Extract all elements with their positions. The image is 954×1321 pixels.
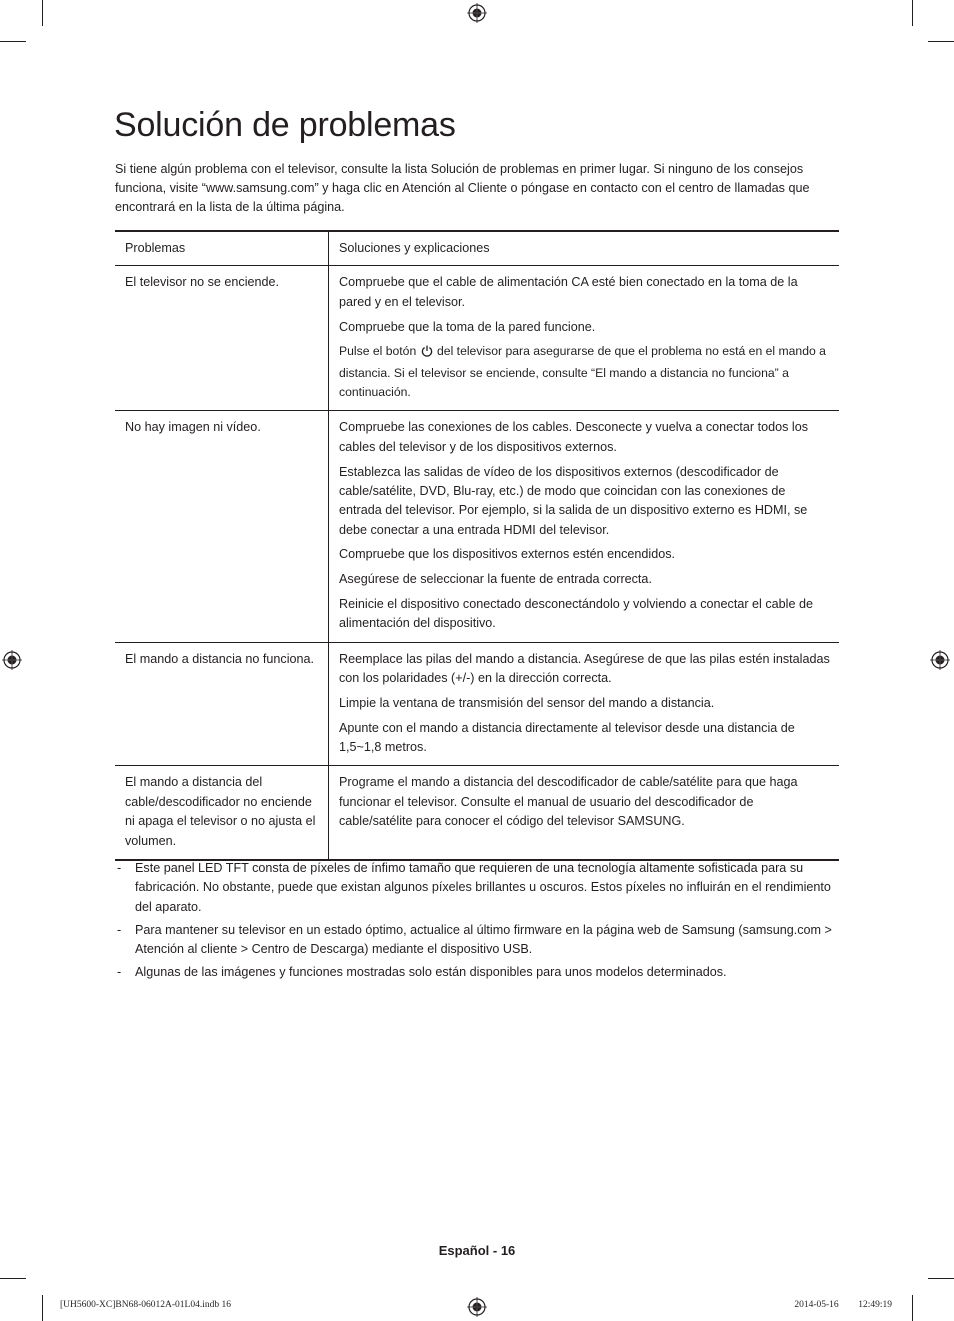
column-header-problems: Problemas xyxy=(115,231,329,266)
registration-mark-icon xyxy=(467,3,487,23)
print-file-info: [UH5600-XC]BN68-06012A-01L04.indb 16 xyxy=(60,1300,231,1310)
solution-text: Reinicie el dispositivo conectado desconectándolo y volviendo a conectar el cable de alimentación del dispositivo. xyxy=(339,596,813,631)
solution-text: Establezca las salidas de vídeo de los dispositivos externos (descodificador de cable/satélite, DVD, Blu-ray, etc.) de modo que coincidan con las conexiones de entrada del televisor. Por ejemplo, si la salida de un dispositivo externo es HDMI, se debe conectar a una entrada HDMI del televisor. xyxy=(339,464,808,537)
note-dash: - xyxy=(117,861,122,875)
solution-text: Programe el mando a distancia del descodificador de cable/satélite para que haga funcionar el televisor. Consulte el manual de usuario del descodificador de cable/satélite para conocer el código del televisor SAMSUNG. xyxy=(339,775,798,829)
crop-mark xyxy=(42,0,43,26)
note-text: Para mantener su televisor en un estado óptimo, actualice al último firmware en la página web de Samsung (samsung.com > Atención al cliente > Centro de Descarga) mediante el dispositivo USB. xyxy=(135,922,832,957)
solutions-cell xyxy=(329,411,840,642)
table-header-row xyxy=(115,231,839,266)
crop-mark xyxy=(928,1278,954,1279)
registration-mark-icon xyxy=(467,1297,487,1317)
note-dash: - xyxy=(117,965,122,980)
table-row xyxy=(115,266,839,411)
notes-list xyxy=(115,859,840,986)
solution-text: Compruebe que el cable de alimentación CA esté bien conectado en la toma de la pared y en el televisor. xyxy=(339,275,798,309)
solution-text-part: Pulse el botón xyxy=(339,344,417,359)
solutions-cell xyxy=(329,266,840,411)
page-title: Solución de problemas xyxy=(114,106,456,144)
troubleshooting-table xyxy=(115,230,839,861)
crop-mark xyxy=(42,1295,43,1321)
problem-cell: El mando a distancia del cable/descodificador no enciende ni apaga el televisor o no ajusta el volumen. xyxy=(115,766,329,860)
note-item xyxy=(115,963,840,982)
note-dash: - xyxy=(117,922,122,937)
solutions-cell xyxy=(329,766,840,860)
problem-cell: El mando a distancia no funciona. xyxy=(115,642,329,766)
solution-text: Apunte con el mando a distancia directamente al televisor desde una distancia de 1,5~1,8 metros. xyxy=(339,720,795,754)
problem-cell: No hay imagen ni vídeo. xyxy=(115,411,329,642)
crop-mark xyxy=(912,0,913,26)
table-row xyxy=(115,766,839,860)
solution-text-part: del televisor para asegurarse de que el problema no está en el mando a distancia. Si el televisor se enciende, consulte “El mando a distancia no funciona” a continuación. xyxy=(339,344,826,400)
table-row xyxy=(115,411,839,642)
note-item xyxy=(115,921,840,960)
intro-paragraph: Si tiene algún problema con el televisor, consulte la lista Solución de problemas en primer lugar. Si ninguno de los consejos funciona, visite “www.samsung.com” y haga clic en Atención al Cliente o póngase en contacto con el centro de llamadas que encontrará en la lista de la última página. xyxy=(115,162,810,215)
table-row xyxy=(115,642,839,766)
solution-text: Reemplace las pilas del mando a distancia. Asegúrese de que las pilas estén instaladas con los polaridades (+/-) en la dirección correcta. xyxy=(339,651,830,686)
solution-text: Limpie la ventana de transmisión del sensor del mando a distancia. xyxy=(339,695,715,710)
crop-mark xyxy=(928,41,954,42)
crop-mark xyxy=(912,1295,913,1321)
solution-text: Asegúrese de seleccionar la fuente de entrada correcta. xyxy=(339,572,652,587)
note-item xyxy=(115,859,840,917)
power-icon xyxy=(421,344,433,363)
solution-text xyxy=(339,342,830,402)
solution-text: Compruebe las conexiones de los cables. Desconecte y vuelva a conectar todos los cables del televisor y de los dispositivos externos. xyxy=(339,420,809,454)
problem-cell: El televisor no se enciende. xyxy=(115,266,329,411)
print-timestamp: 2014-05-16 ￿￿ 12:49:19 xyxy=(794,1300,892,1310)
solutions-cell xyxy=(329,642,840,766)
page-number: Español - 16 xyxy=(438,1243,516,1258)
crop-mark xyxy=(0,1278,26,1279)
solution-text: Compruebe que los dispositivos externos estén encendidos. xyxy=(339,547,676,562)
note-text: Algunas de las imágenes y funciones mostradas solo están disponibles para unos modelos determinados. xyxy=(135,965,727,980)
column-header-solutions: Soluciones y explicaciones xyxy=(329,231,840,266)
registration-mark-icon xyxy=(2,650,22,670)
note-text: Este panel LED TFT consta de píxeles de ínfimo tamaño que requieren de una tecnología altamente sofisticada para su fabricación. No obstante, puede que existan algunos píxeles brillantes u oscuros. Estos píxeles no influirán en el rendimiento del aparato. xyxy=(135,861,831,914)
registration-mark-icon xyxy=(930,650,950,670)
solution-text: Compruebe que la toma de la pared funcione. xyxy=(339,319,596,334)
crop-mark xyxy=(0,41,26,42)
